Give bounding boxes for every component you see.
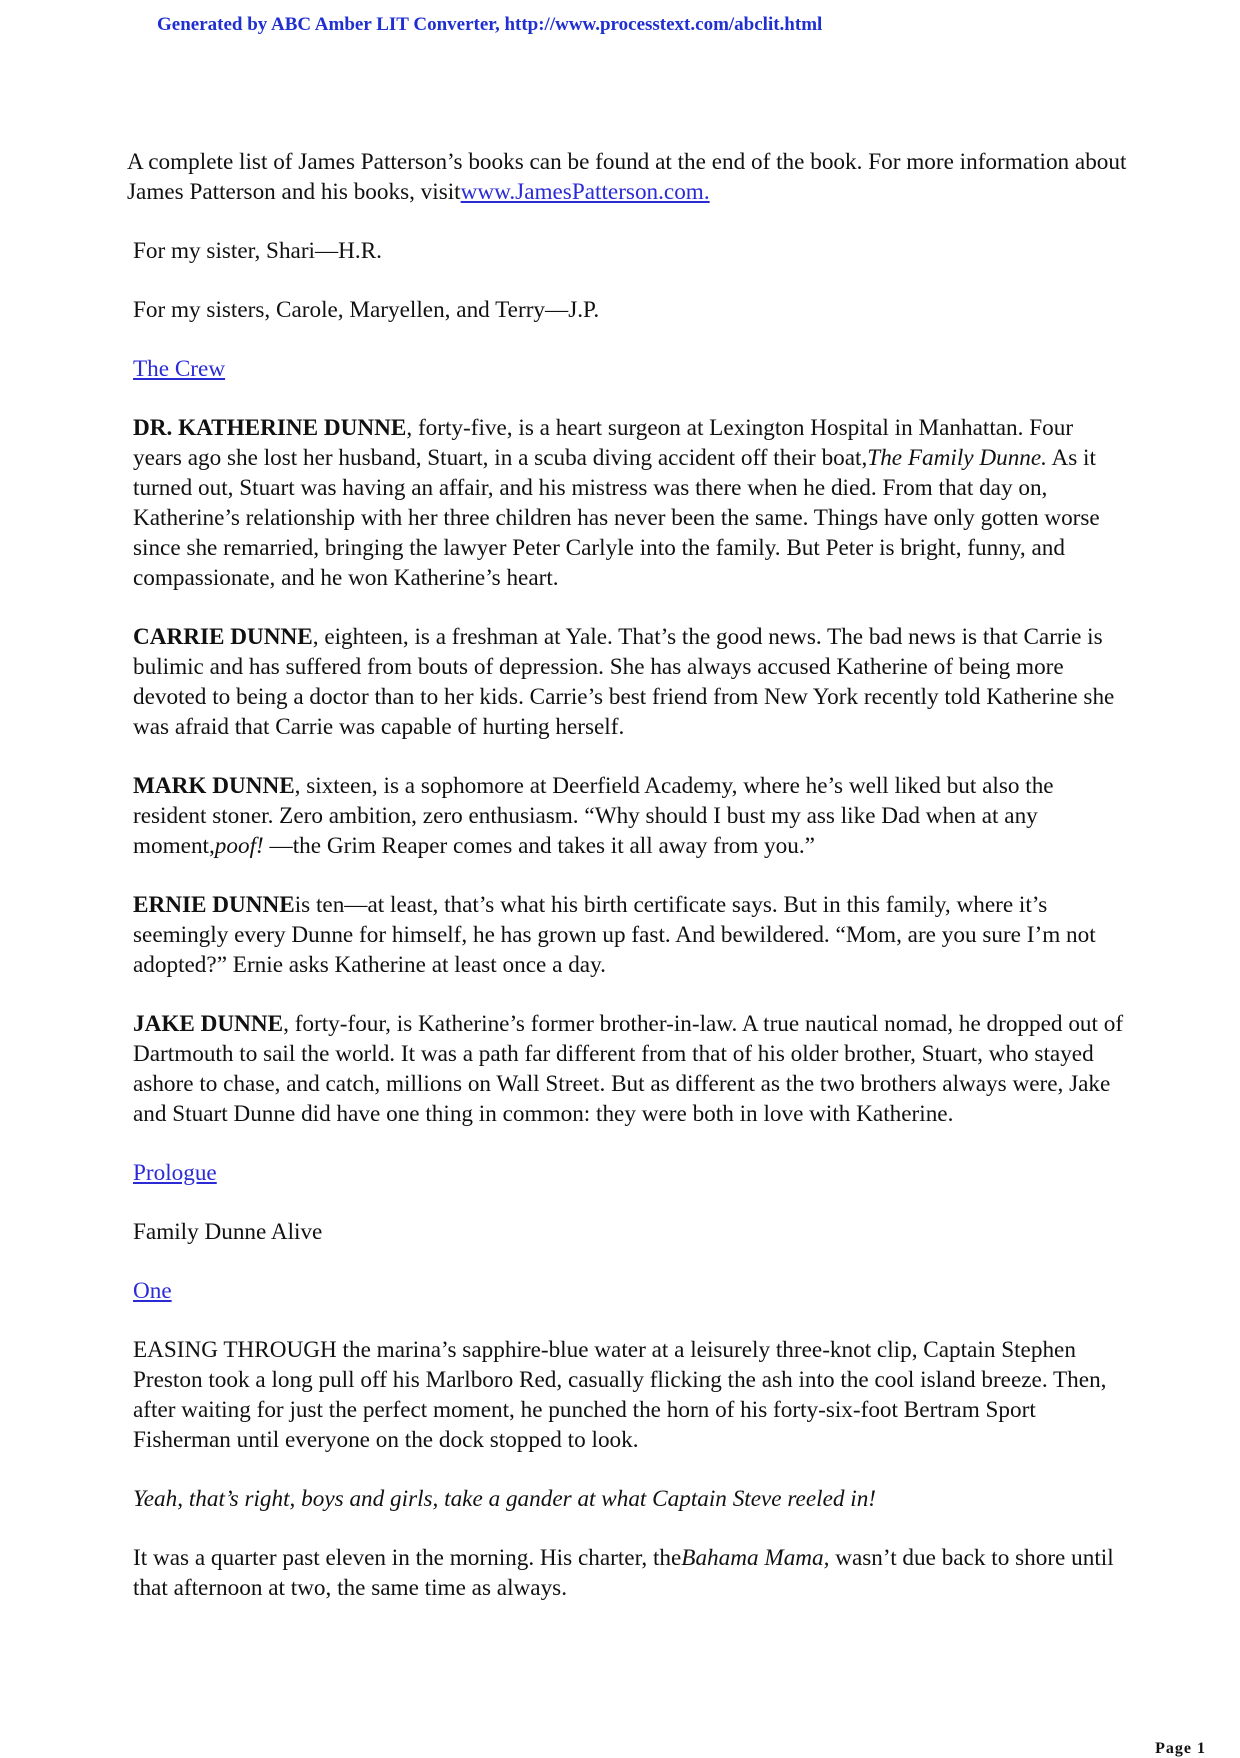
prologue-heading	[127, 1158, 1127, 1188]
crew-entry-ernie	[127, 890, 1127, 980]
crew-name-ernie: ERNIE DUNNE	[133, 892, 295, 918]
crew-text-carrie: , eighteen, is a freshman at Yale. That’s the good news. The bad news is that Carrie is bulimic and has suffered from bouts of depression. She has always accused Katherine of being more devoted to being a doctor than to her kids. Carrie’s best friend from New York recently told Katherine she was afraid that Carrie was capable of hurting herself.	[133, 624, 1115, 740]
chapter-paragraph-1: EASING THROUGH the marina’s sapphire-blue water at a leisurely three-knot clip, Captain Stephen Preston took a long pull off his Marlboro Red, casually flicking the ash into the cool island breeze. Then, after waiting for just the perfect moment, he punched the horn of his forty-six-foot Bertram Sport Fisherman until everyone on the dock stopped to look.	[133, 1337, 1107, 1453]
crew-text-katherine-1: , forty-five, is a heart surgeon at Lexington Hospital in Manhattan. Four years ago she lost her husband, Stuart, in a scuba diving accident off their boat,	[133, 415, 1074, 471]
dedication-1: For my sister, Shari—H.R.	[133, 238, 382, 264]
crew-link[interactable]: The Crew	[133, 356, 226, 382]
charter-boat-name: Bahama Mama,	[681, 1545, 830, 1571]
crew-boat-name: The Family Dunne.	[867, 445, 1047, 471]
crew-text-ernie: is ten—at least, that’s what his birth certificate says. But in this family, where it’s seemingly every Dunne for himself, he has grown up fast. And bewildered. “Mom, are you sure I’m not adopted?” Ernie asks Katherine at least once a day.	[133, 892, 1096, 978]
chapter-paragraph-3	[127, 1543, 1127, 1603]
crew-entry-jake	[127, 1009, 1127, 1129]
converter-banner: Generated by ABC Amber LIT Converter, http://www.processtext.com/abclit.html	[157, 14, 823, 35]
crew-entry-katherine	[127, 413, 1127, 593]
crew-name-katherine: DR. KATHERINE DUNNE	[133, 415, 407, 441]
chapter-paragraph-2	[127, 1484, 1127, 1514]
prologue-title: Family Dunne Alive	[133, 1219, 323, 1245]
website-link[interactable]: www.JamesPatterson.com.	[460, 179, 710, 205]
crew-name-jake: JAKE DUNNE	[133, 1011, 284, 1037]
crew-italic-poof: poof!	[214, 833, 264, 859]
dedication-2: For my sisters, Carole, Maryellen, and Terry—J.P.	[133, 297, 600, 323]
chapter-one-link[interactable]: One	[133, 1278, 172, 1304]
crew-entry-carrie	[127, 622, 1127, 742]
crew-text-mark-1: , sixteen, is a sophomore at Deerfield Academy, where he’s well liked but also the resident stoner. Zero ambition, zero enthusiasm. “Why should I bust my ass like Dad when at any moment,	[133, 773, 1054, 859]
crew-name-mark: MARK DUNNE	[133, 773, 295, 799]
intro-paragraph	[127, 147, 1127, 207]
crew-name-carrie: CARRIE DUNNE	[133, 624, 313, 650]
prologue-link[interactable]: Prologue	[133, 1160, 217, 1186]
crew-entry-mark	[127, 771, 1127, 861]
chapter-text-3a: It was a quarter past eleven in the morning. His charter, the	[133, 1545, 682, 1571]
chapter-text-3b: wasn’t due back to shore until that afternoon at two, the same time as always.	[133, 1545, 1114, 1601]
chapter-heading	[127, 1276, 1127, 1306]
page-number: Page 1	[1155, 1740, 1206, 1757]
chapter-italic-thought: Yeah, that’s right, boys and girls, take a gander at what Captain Steve reeled in!	[133, 1486, 877, 1512]
intro-text: A complete list of James Patterson’s books can be found at the end of the book. For more information about James Patterson and his books, visit	[127, 149, 1127, 205]
crew-text-katherine-2: As it turned out, Stuart was having an affair, and his mistress was there when he died. From that day on, Katherine’s relationship with her three children has never been the same. Things have only gotten worse since she remarried, bringing the lawyer Peter Carlyle into the family. But Peter is bright, funny, and compassionate, and he won Katherine’s heart.	[133, 445, 1100, 591]
crew-text-mark-2: —the Grim Reaper comes and takes it all away from you.”	[263, 833, 815, 859]
document-body	[127, 147, 1127, 1632]
crew-heading	[127, 354, 1127, 384]
crew-text-jake: , forty-four, is Katherine’s former brother-in-law. A true nautical nomad, he dropped out of Dartmouth to sail the world. It was a path far different from that of his older brother, Stuart, who stayed ashore to chase, and catch, millions on Wall Street. But as different as the two brothers always were, Jake and Stuart Dunne did have one thing in common: they were both in love with Katherine.	[133, 1011, 1124, 1127]
